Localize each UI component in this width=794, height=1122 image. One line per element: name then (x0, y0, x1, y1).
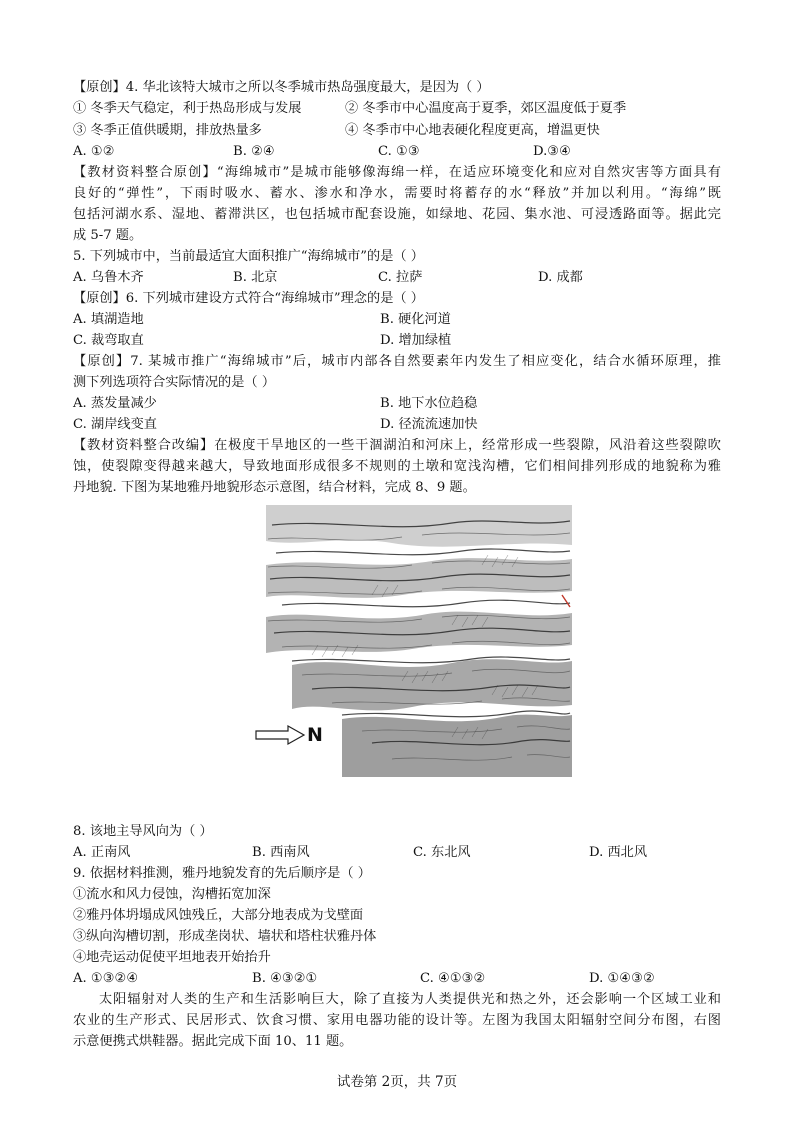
q9-stem: 9. 依据材料推测，雅丹地貌发育的先后顺序是（ ） (73, 866, 371, 881)
passage3-line-2: 农业的生产形式、民居形式、饮食习惯、家用电器功能的设计等。左图为我国太阳辐射空间分布图，右图 (73, 1013, 721, 1028)
q7-option-b: B. 地下水位趋稳 (380, 396, 478, 411)
passage2-line-1: 【教材资料整合改编】在极度干旱地区的一些干涸湖泊和河床上，经常形成一些裂隙，风沿着这些裂隙吹 (73, 438, 721, 453)
q9-option-b: B. ④③②① (252, 971, 318, 986)
q9-option-d: D. ①④③② (589, 971, 655, 986)
q5-option-c: C. 拉萨 (378, 270, 423, 285)
yardang-sketch-image (252, 505, 572, 777)
q8-stem: 8. 该地主导风向为（ ） (73, 824, 213, 839)
q9-option-c: C. ④①③② (420, 971, 486, 986)
q4-option-d: D.③④ (533, 144, 571, 159)
q6-option-d: D. 增加绿植 (380, 333, 452, 348)
q4-option-c: C. ①③ (378, 144, 420, 159)
passage3-line-1: 太阳辐射对人类的生产和生活影响巨大，除了直接为人类提供光和热之外，还会影响一个区域工业和 (99, 992, 721, 1007)
q9-statement-4: ④地壳运动促使平坦地表开始抬升 (73, 950, 271, 965)
q8-option-d: D. 西北风 (589, 845, 648, 860)
q4-option-a: A. ①② (73, 144, 115, 159)
q7-option-c: C. 湖岸线变直 (73, 417, 157, 432)
q6-option-b: B. 硬化河道 (380, 312, 451, 327)
passage1-line-2: 良好的“弹性”，下雨时吸水、蓄水、渗水和净水，需要时将蓄存的水“释放”并加以利用。“海绵”既 (73, 186, 721, 201)
north-label: N (307, 724, 323, 746)
q4-statement-3: ③ 冬季正值供暖期，排放热量多 (73, 123, 262, 138)
q7-option-a: A. 蒸发量减少 (73, 396, 157, 411)
passage1-line-4: 成 5-7 题。 (73, 228, 143, 243)
page-footer: 试卷第 2页，共 7页 (336, 1074, 458, 1090)
q6-option-c: C. 裁弯取直 (73, 333, 144, 348)
q7-option-d: D. 径流流速加快 (380, 417, 478, 432)
passage3-line-3: 示意便携式烘鞋器。据此完成下面 10、11 题。 (73, 1034, 353, 1049)
q8-option-b: B. 西南风 (252, 845, 310, 860)
passage2-line-2: 蚀，使裂隙变得越来越大，导致地面形成很多不规则的土墩和宽浅沟槽，它们相间排列形成的地貌称为雅 (73, 459, 721, 474)
q9-statement-1: ①流水和风力侵蚀，沟槽拓宽加深 (73, 887, 271, 902)
q5-option-d: D. 成都 (538, 270, 583, 285)
q9-option-a: A. ①③②④ (73, 971, 139, 986)
q4-stem: 【原创】4. 华北该特大城市之所以冬季城市热岛强度最大，是因为（ ） (73, 80, 490, 95)
q8-option-c: C. 东北风 (413, 845, 471, 860)
q9-statement-3: ③纵向沟槽切割，形成垄岗状、墙状和塔柱状雅丹体 (73, 929, 377, 944)
passage1-line-1: 【教材资料整合原创】“海绵城市”是城市能够像海绵一样，在适应环境变化和应对自然灾害等方面具有 (73, 165, 721, 180)
q9-statement-2: ②雅丹体坍塌成风蚀残丘，大部分地表成为戈壁面 (73, 908, 364, 923)
passage1-line-3: 包括河湖水系、湿地、蓄滞洪区，也包括城市配套设施，如绿地、花园、集水池、可浸透路面等。据此完 (73, 207, 721, 222)
q4-option-b: B. ②④ (233, 144, 275, 159)
q7-line-1: 【原创】7. 某城市推广“海绵城市”后，城市内部各自然要素年内发生了相应变化，结合水循环原理，推 (73, 354, 721, 369)
passage2-line-3: 丹地貌. 下图为某地雅丹地貌形态示意图，结合材料，完成 8、9 题。 (73, 480, 476, 495)
q4-statement-2: ② 冬季市中心温度高于夏季，郊区温度低于夏季 (345, 101, 627, 116)
q5-stem: 5. 下列城市中，当前最适宜大面积推广“海绵城市”的是（ ） (73, 249, 424, 264)
q4-statement-4: ④ 冬季市中心地表硬化程度更高，增温更快 (345, 123, 600, 138)
q4-statement-1: ① 冬季天气稳定，利于热岛形成与发展 (73, 101, 302, 116)
q7-line-2: 测下列选项符合实际情况的是（ ） (73, 375, 276, 390)
q5-option-b: B. 北京 (233, 270, 278, 285)
q6-option-a: A. 填湖造地 (73, 312, 144, 327)
yardang-landform-sketch (252, 505, 572, 777)
q8-option-a: A. 正南风 (73, 845, 131, 860)
q6-stem: 【原创】6. 下列城市建设方式符合“海绵城市”理念的是（ ） (73, 291, 424, 306)
q5-option-a: A. 乌鲁木齐 (73, 270, 144, 285)
